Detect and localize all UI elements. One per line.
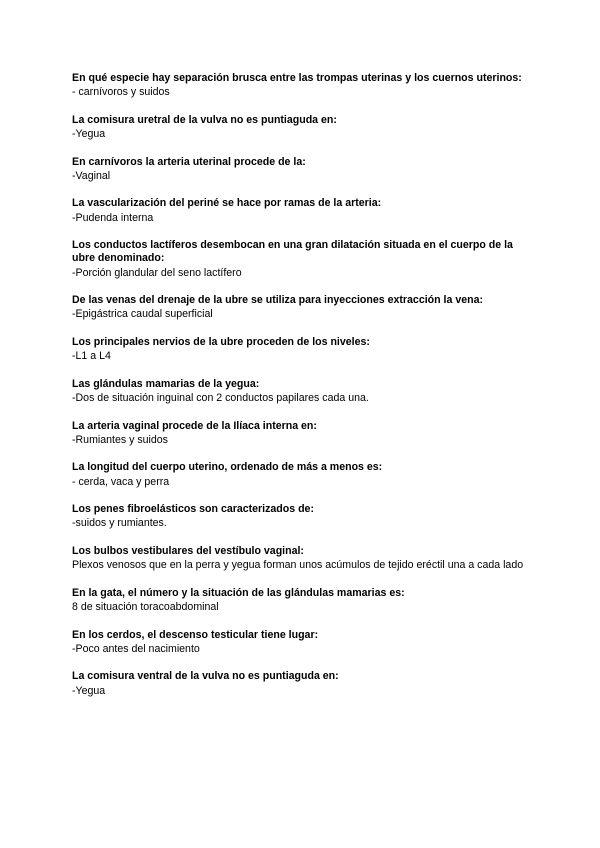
answer-text: 8 de situación toracoabdominal [72,600,219,613]
question-text: Los conductos lactíferos desembocan en una gran dilatación situada en el cuerpo de la ubre denominado: [72,239,513,265]
answer-text: -suidos y rumiantes. [72,517,167,530]
document-page [72,72,532,712]
answer-text: -Vaginal [72,169,111,182]
qa-item-9 [72,420,532,448]
answer-text: -L1 a L4 [72,350,111,363]
question-text: Las glándulas mamarias de la yegua: [72,377,260,390]
answer-text: -Pudenda interna [72,211,154,224]
qa-item-11 [72,503,532,531]
question-text: La longitud del cuerpo uterino, ordenado de más a menos es: [72,461,383,474]
question-text: Los bulbos vestibulares del vestíbulo vaginal: [72,544,304,557]
qa-item-5 [72,239,532,280]
question-text: En los cerdos, el descenso testicular tiene lugar: [72,628,319,641]
answer-text: -Dos de situación inguinal con 2 conductos papilares cada una. [72,391,369,404]
answer-text: Plexos venosos que en la perra y yegua forman unos acúmulos de tejido eréctil una a cada lado [72,559,524,572]
question-text: De las venas del drenaje de la ubre se utiliza para inyecciones extracción la vena: [72,294,483,307]
question-text: La vascularización del periné se hace por ramas de la arteria: [72,197,382,210]
qa-item-1 [72,72,532,100]
qa-item-2 [72,114,532,142]
qa-item-14 [72,629,532,657]
question-text: En carnívoros la arteria uterinal procede de la: [72,155,306,168]
qa-item-10 [72,461,532,489]
qa-item-15 [72,670,532,698]
qa-item-12 [72,545,532,573]
answer-text: -Rumiantes y suidos [72,433,168,446]
qa-item-7 [72,336,532,364]
question-text: En la gata, el número y la situación de las glándulas mamarias es: [72,586,405,599]
answer-text: -Epigástrica caudal superficial [72,308,213,321]
question-text: Los principales nervios de la ubre proceden de los niveles: [72,335,370,348]
answer-text: -Yegua [72,684,106,697]
qa-item-3 [72,156,532,184]
qa-item-4 [72,197,532,225]
question-text: La arteria vaginal procede de la Ilíaca interna en: [72,419,317,432]
answer-text: -Yegua [72,128,106,140]
question-text: Los penes fibroelásticos son caracterizados de: [72,503,314,516]
qa-item-13 [72,587,532,615]
qa-item-6 [72,294,532,322]
question-text: En qué especie hay separación brusca entre las trompas uterinas y los cuernos uterinos: [72,72,522,84]
answer-text: -Poco antes del nacimiento [72,642,200,655]
qa-item-8 [72,378,532,406]
answer-text: -Porción glandular del seno lactífero [72,266,242,279]
answer-text: - cerda, vaca y perra [72,475,170,488]
answer-text: - carnívoros y suidos [72,86,170,99]
question-text: La comisura ventral de la vulva no es puntiaguda en: [72,670,339,683]
question-text: La comisura uretral de la vulva no es puntiaguda en: [72,113,337,126]
